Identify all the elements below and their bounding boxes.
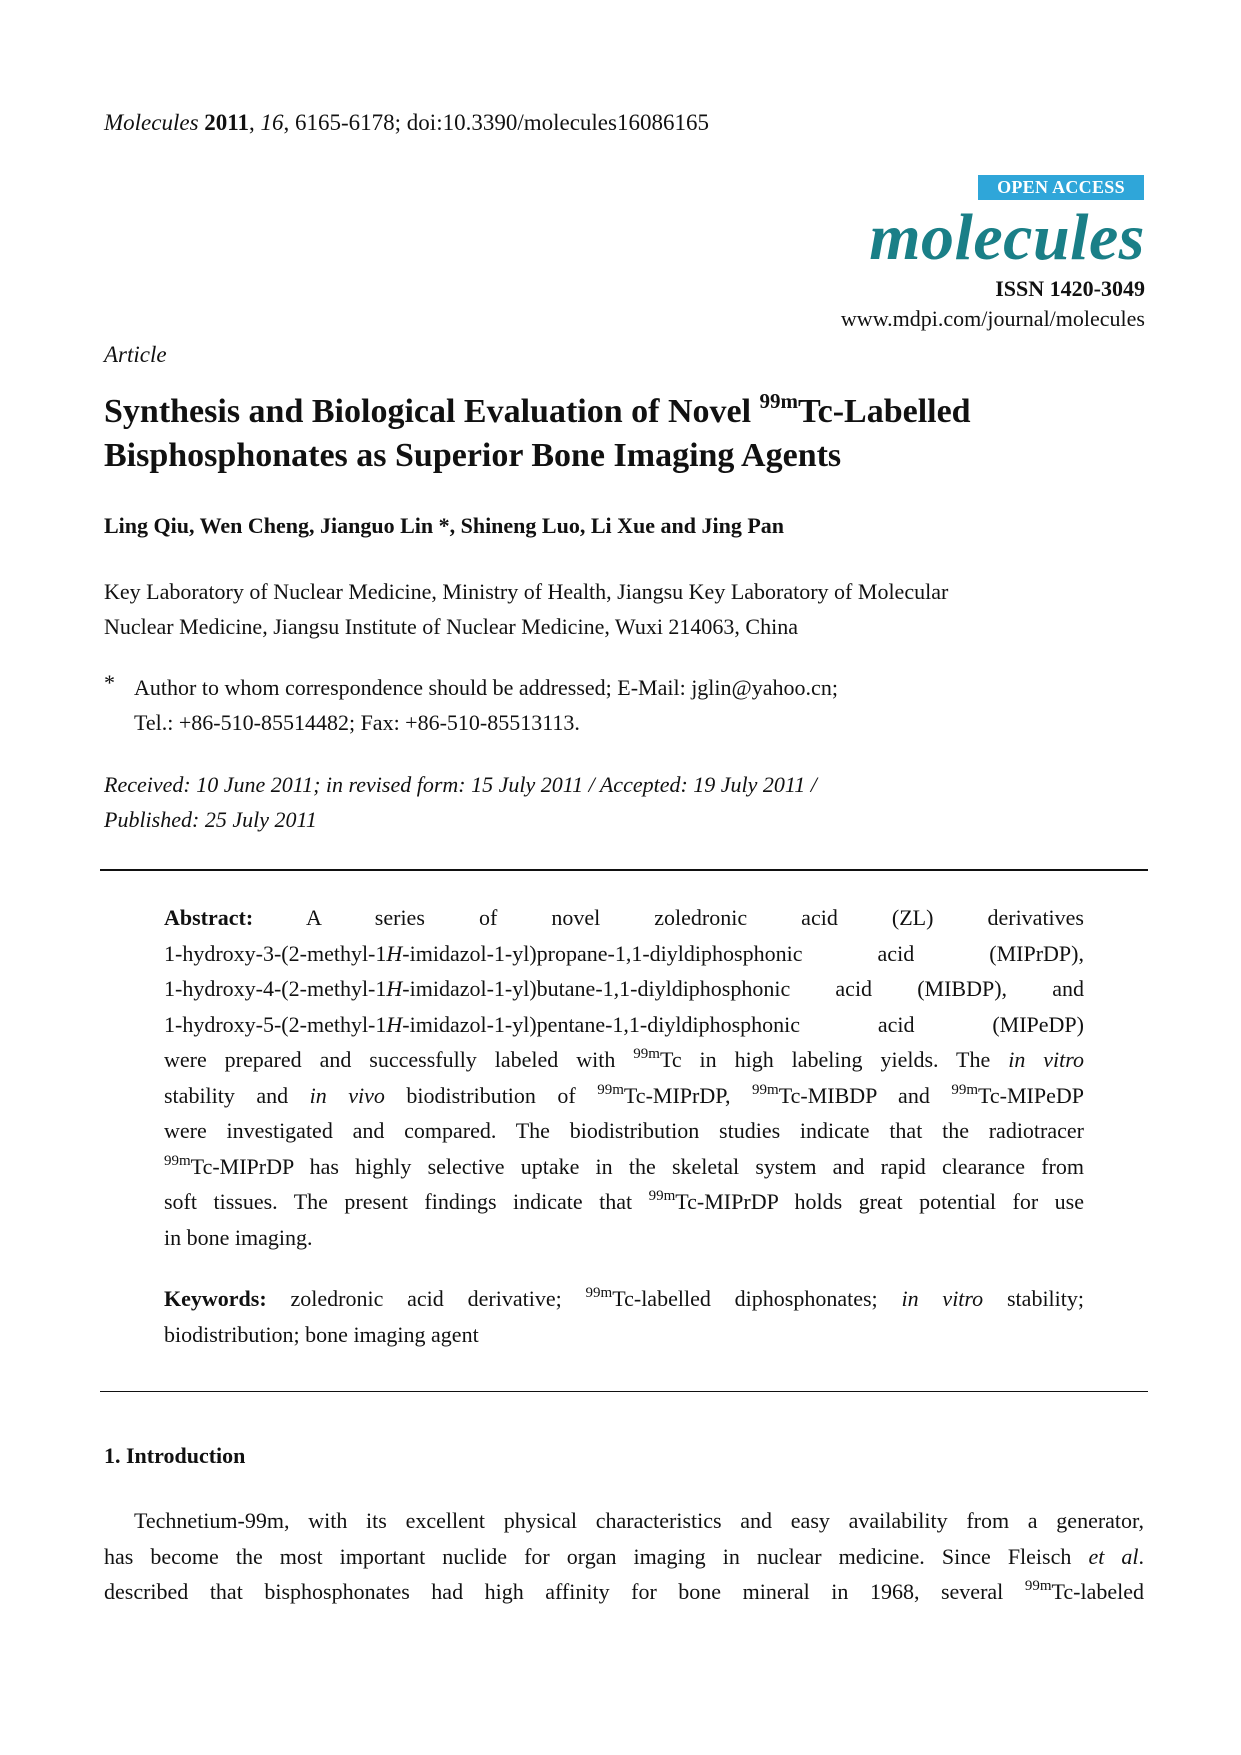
abstract-line: Abstract: A series of novel zoledronic acid (ZL) derivatives bbox=[164, 905, 1084, 930]
keywords-line: Keywords: zoledronic acid derivative; $^{99m}$Tc-labelled diphosphonates; in vitro stability; bbox=[164, 1285, 1084, 1311]
affiliation-line1: Key Laboratory of Nuclear Medicine, Ministry of Health, Jiangsu Key Laboratory of Molecular bbox=[104, 579, 949, 604]
article-type: Article bbox=[104, 342, 167, 367]
title-line2: Bisphosphonates as Superior Bone Imaging Agents bbox=[104, 437, 842, 474]
correspondence-line2: Tel.: +86-510-85514482; Fax: +86-510-85513113. bbox=[134, 710, 580, 735]
abstract-label: Abstract: bbox=[164, 905, 254, 930]
issn: ISSN 1420-3049 bbox=[995, 276, 1145, 301]
publication-dates bbox=[104, 767, 1144, 837]
correspondence bbox=[134, 670, 1134, 740]
section-heading-introduction: 1. Introduction bbox=[104, 1443, 246, 1468]
journal-url[interactable]: www.mdpi.com/journal/molecules bbox=[840, 306, 1145, 331]
introduction-line: Technetium-99m, with its excellent physical characteristics and easy availability from a generator, bbox=[134, 1508, 1144, 1533]
keywords bbox=[164, 1281, 1084, 1352]
abstract-line: 1-hydroxy-3-(2-methyl-1H-imidazol-1-yl)propane-1,1-diyldiphosphonic acid (MIPrDP), bbox=[164, 940, 1084, 966]
citation-line: Molecules 2011, 16, 6165-6178; doi:10.3390/molecules16086165 bbox=[104, 110, 709, 135]
keywords-line: biodistribution; bone imaging agent bbox=[164, 1321, 479, 1347]
introduction-line: described that bisphosphonates had high affinity for bone mineral in 1968, several $^{99m}$Tc-labeled bbox=[104, 1578, 1144, 1604]
abstract-line: $^{99m}$Tc-MIPrDP has highly selective uptake in the skeletal system and rapid clearance from bbox=[164, 1152, 1084, 1179]
citation-year: 2011 bbox=[204, 110, 249, 135]
introduction-body bbox=[104, 1503, 1144, 1610]
abstract bbox=[164, 900, 1084, 1255]
journal-logo: molecules bbox=[869, 201, 1145, 274]
abstract-line: stability and in vivo biodistribution of $^{99m}$Tc-MIPrDP, $^{99m}$Tc-MIBDP and $^{99m}$Tc-MIPeDP bbox=[164, 1081, 1084, 1108]
title-sup: 99m bbox=[759, 389, 799, 413]
abstract-line: in bone imaging. bbox=[164, 1224, 313, 1250]
citation-rest: , 6165-6178; doi:10.3390/molecules16086165 bbox=[283, 110, 709, 135]
dates-line2: Published: 25 July 2011 bbox=[104, 807, 317, 832]
citation-volume: 16 bbox=[260, 110, 284, 135]
affiliation bbox=[104, 574, 1144, 644]
abstract-line: 1-hydroxy-5-(2-methyl-1H-imidazol-1-yl)pentane-1,1-diyldiphosphonic acid (MIPeDP) bbox=[164, 1011, 1084, 1037]
paper-title bbox=[104, 390, 1144, 478]
abstract-line: soft tissues. The present findings indicate that $^{99m}$Tc-MIPrDP holds great potential for use bbox=[164, 1188, 1084, 1214]
correspondence-line1: Author to whom correspondence should be addressed; E-Mail: jglin@yahoo.cn; bbox=[134, 675, 838, 700]
dates-line1: Received: 10 June 2011; in revised form: 15 July 2011 / Accepted: 19 July 2011 / bbox=[104, 772, 817, 797]
open-access-badge: OPEN ACCESS bbox=[978, 175, 1144, 200]
introduction-line: has become the most important nuclide for organ imaging in nuclear medicine. Since Fleisch et al. bbox=[104, 1543, 1144, 1569]
divider-top bbox=[100, 869, 1148, 871]
abstract-line: 1-hydroxy-4-(2-methyl-1H-imidazol-1-yl)butane-1,1-diyldiphosphonic acid (MIBDP), and bbox=[164, 976, 1084, 1001]
correspondence-star: * bbox=[104, 670, 115, 695]
abstract-line: were prepared and successfully labeled with $^{99m}$Tc in high labeling yields. The in vitro bbox=[164, 1046, 1084, 1072]
title-part1: Synthesis and Biological Evaluation of Novel bbox=[104, 393, 760, 430]
divider-bottom bbox=[100, 1391, 1148, 1392]
abstract-line: were investigated and compared. The biodistribution studies indicate that the radiotracer bbox=[164, 1118, 1084, 1143]
affiliation-line2: Nuclear Medicine, Jiangsu Institute of Nuclear Medicine, Wuxi 214063, China bbox=[104, 614, 798, 639]
citation-journal: Molecules bbox=[104, 110, 199, 135]
title-part2: Tc-Labelled bbox=[798, 393, 971, 430]
keywords-label: Keywords: bbox=[164, 1286, 267, 1311]
authors: Ling Qiu, Wen Cheng, Jianguo Lin *, Shineng Luo, Li Xue and Jing Pan bbox=[104, 513, 784, 538]
